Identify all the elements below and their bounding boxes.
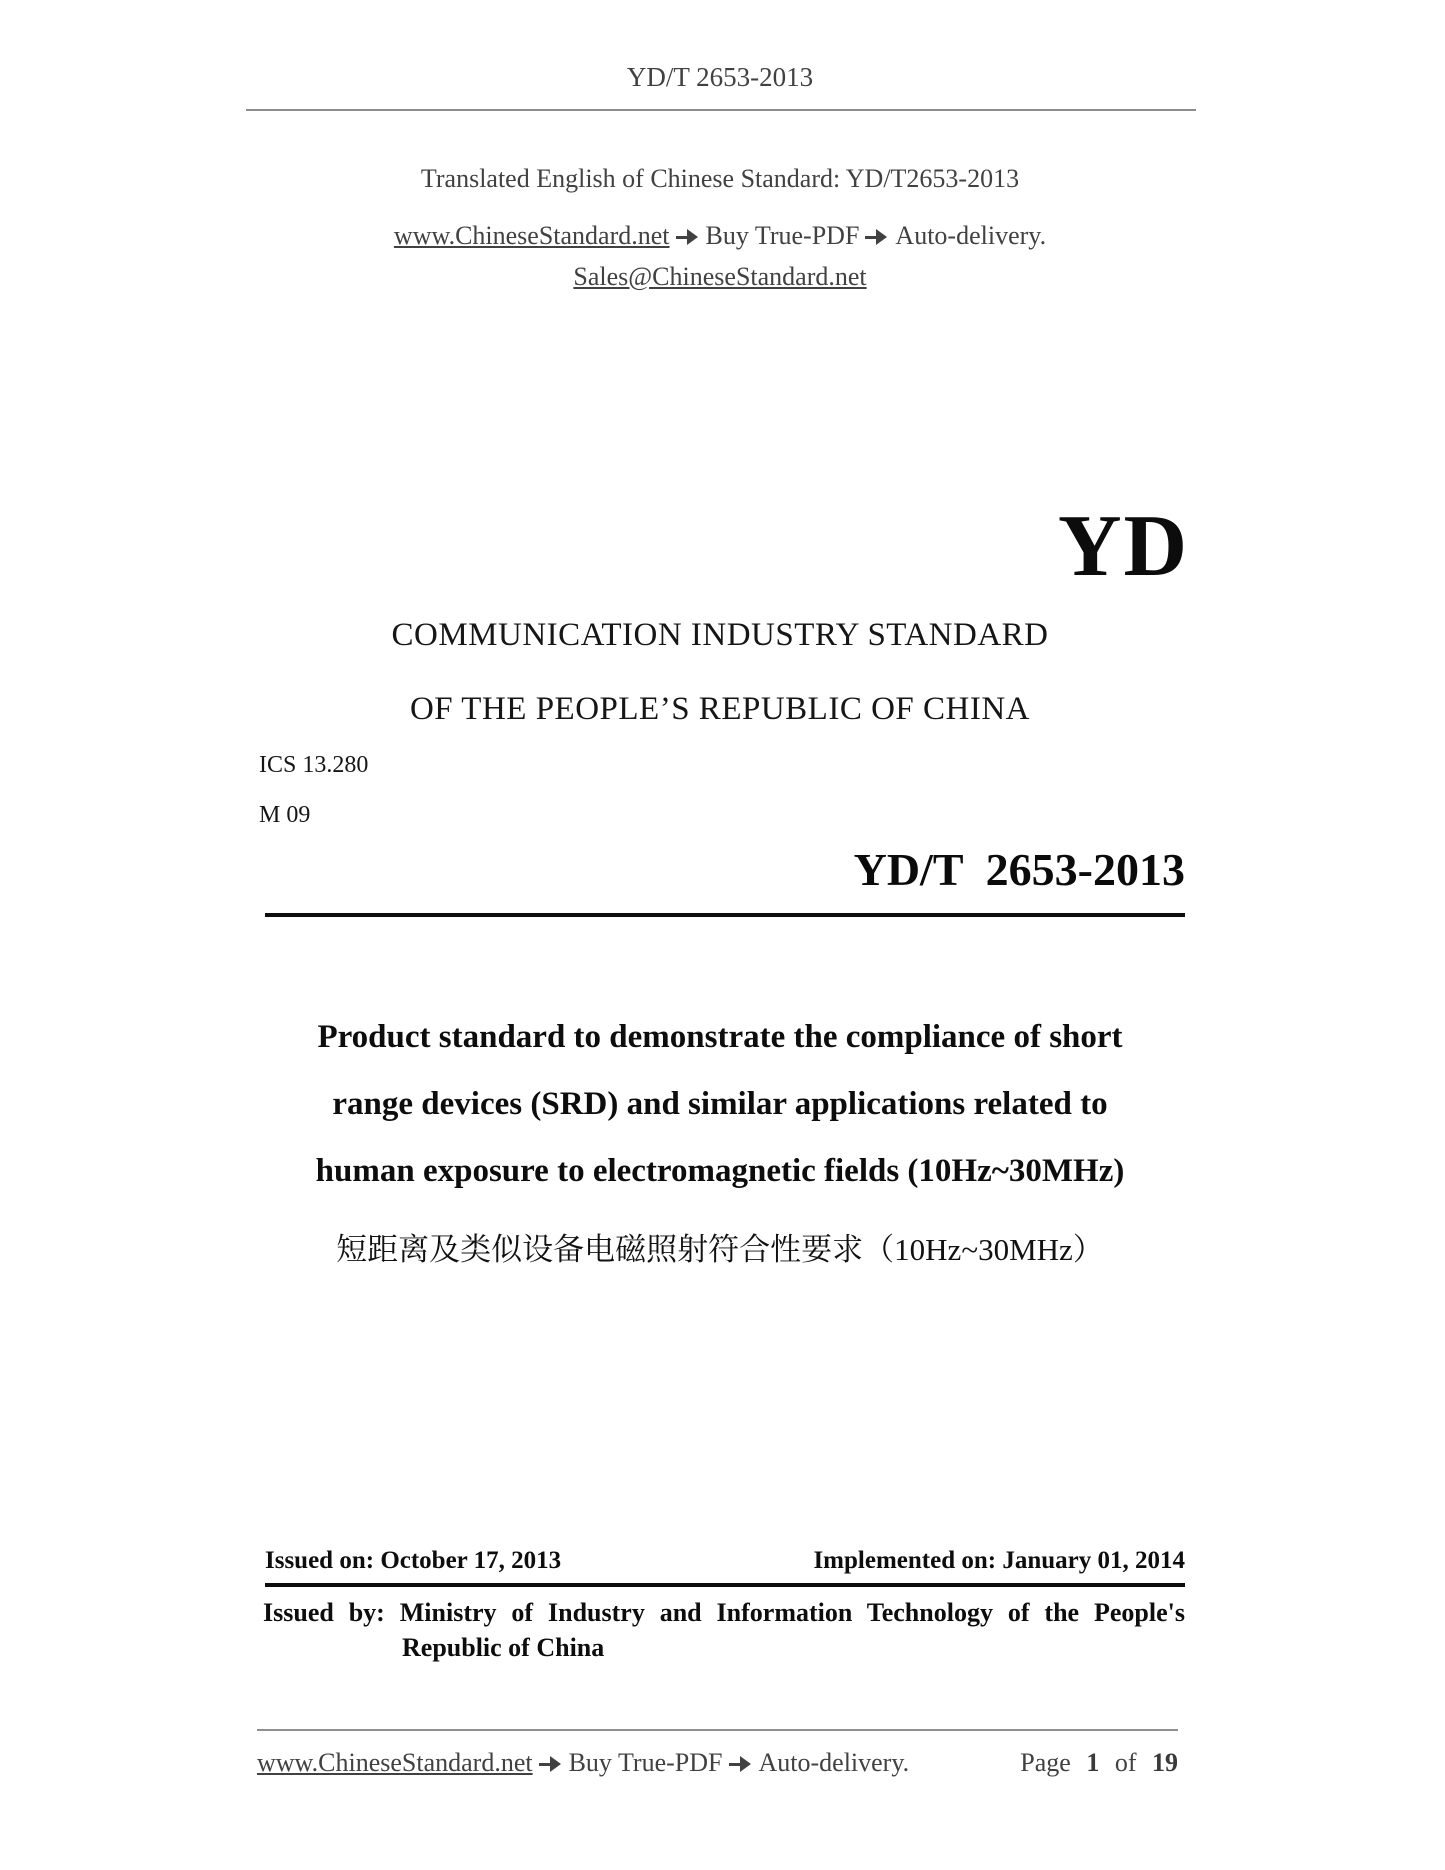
auto-delivery-label: Auto-delivery. [895,221,1047,250]
of-label: of [1114,1748,1137,1777]
ics-code: ICS 13.280 [259,752,369,778]
title-line-1: Product standard to demonstrate the compliance of short [317,1019,1123,1055]
dates-row [265,1547,1185,1575]
page-indicator [1020,1748,1178,1778]
footer [257,1748,1178,1778]
title-rule [265,913,1185,917]
right-arrow-icon [676,229,700,245]
header-rule [246,109,1196,111]
page-current: 1 [1086,1748,1100,1777]
standard-number: YD/T 2653-2013 [853,844,1185,895]
issuer-rule [265,1583,1185,1587]
sales-email-line [245,262,1195,292]
right-arrow-icon [729,1756,753,1772]
header-promo-line [245,221,1195,251]
translated-line: Translated English of Chinese Standard: YD/T2653-2013 [420,164,1020,193]
title-line-3: human exposure to electromagnetic fields (10Hz~30MHz) [315,1153,1125,1189]
implemented-on-label: Implemented on: January 01, 2014 [813,1547,1185,1574]
title-english [245,1004,1195,1205]
issued-on-label: Issued on: October 17, 2013 [265,1547,562,1574]
title-chinese: 短距离及类似设备电磁照射符合性要求（10Hz~30MHz） [336,1232,1104,1267]
buy-true-pdf-label: Buy True-PDF [705,221,860,250]
right-arrow-icon [865,229,889,245]
footer-buy-true-pdf-label: Buy True-PDF [568,1748,723,1777]
issued-by-line-2: Republic of China [402,1633,605,1662]
footer-chinesestandard-link[interactable]: www.ChineseStandard.net [257,1748,533,1777]
page-label: Page [1020,1748,1071,1777]
org-line-1: COMMUNICATION INDUSTRY STANDARD [391,617,1049,653]
right-arrow-icon [539,1756,563,1772]
footer-auto-delivery-label: Auto-delivery. [758,1748,910,1777]
footer-rule [257,1729,1178,1731]
sales-email-link[interactable]: Sales@ChineseStandard.net [573,262,867,291]
footer-promo-line [257,1748,909,1778]
org-line-2: OF THE PEOPLE’S REPUBLIC OF CHINA [409,691,1031,727]
yd-logo: YD [1058,498,1190,595]
header-doc-code: YD/T 2653-2013 [626,62,814,92]
page-total: 19 [1152,1748,1178,1777]
chinesestandard-link[interactable]: www.ChineseStandard.net [393,221,670,250]
class-code: M 09 [259,802,311,828]
issued-by-line-1: Issued by: Ministry of Industry and Information Technology of the People's [263,1598,1185,1627]
title-line-2: range devices (SRD) and similar applications related to [332,1086,1108,1122]
